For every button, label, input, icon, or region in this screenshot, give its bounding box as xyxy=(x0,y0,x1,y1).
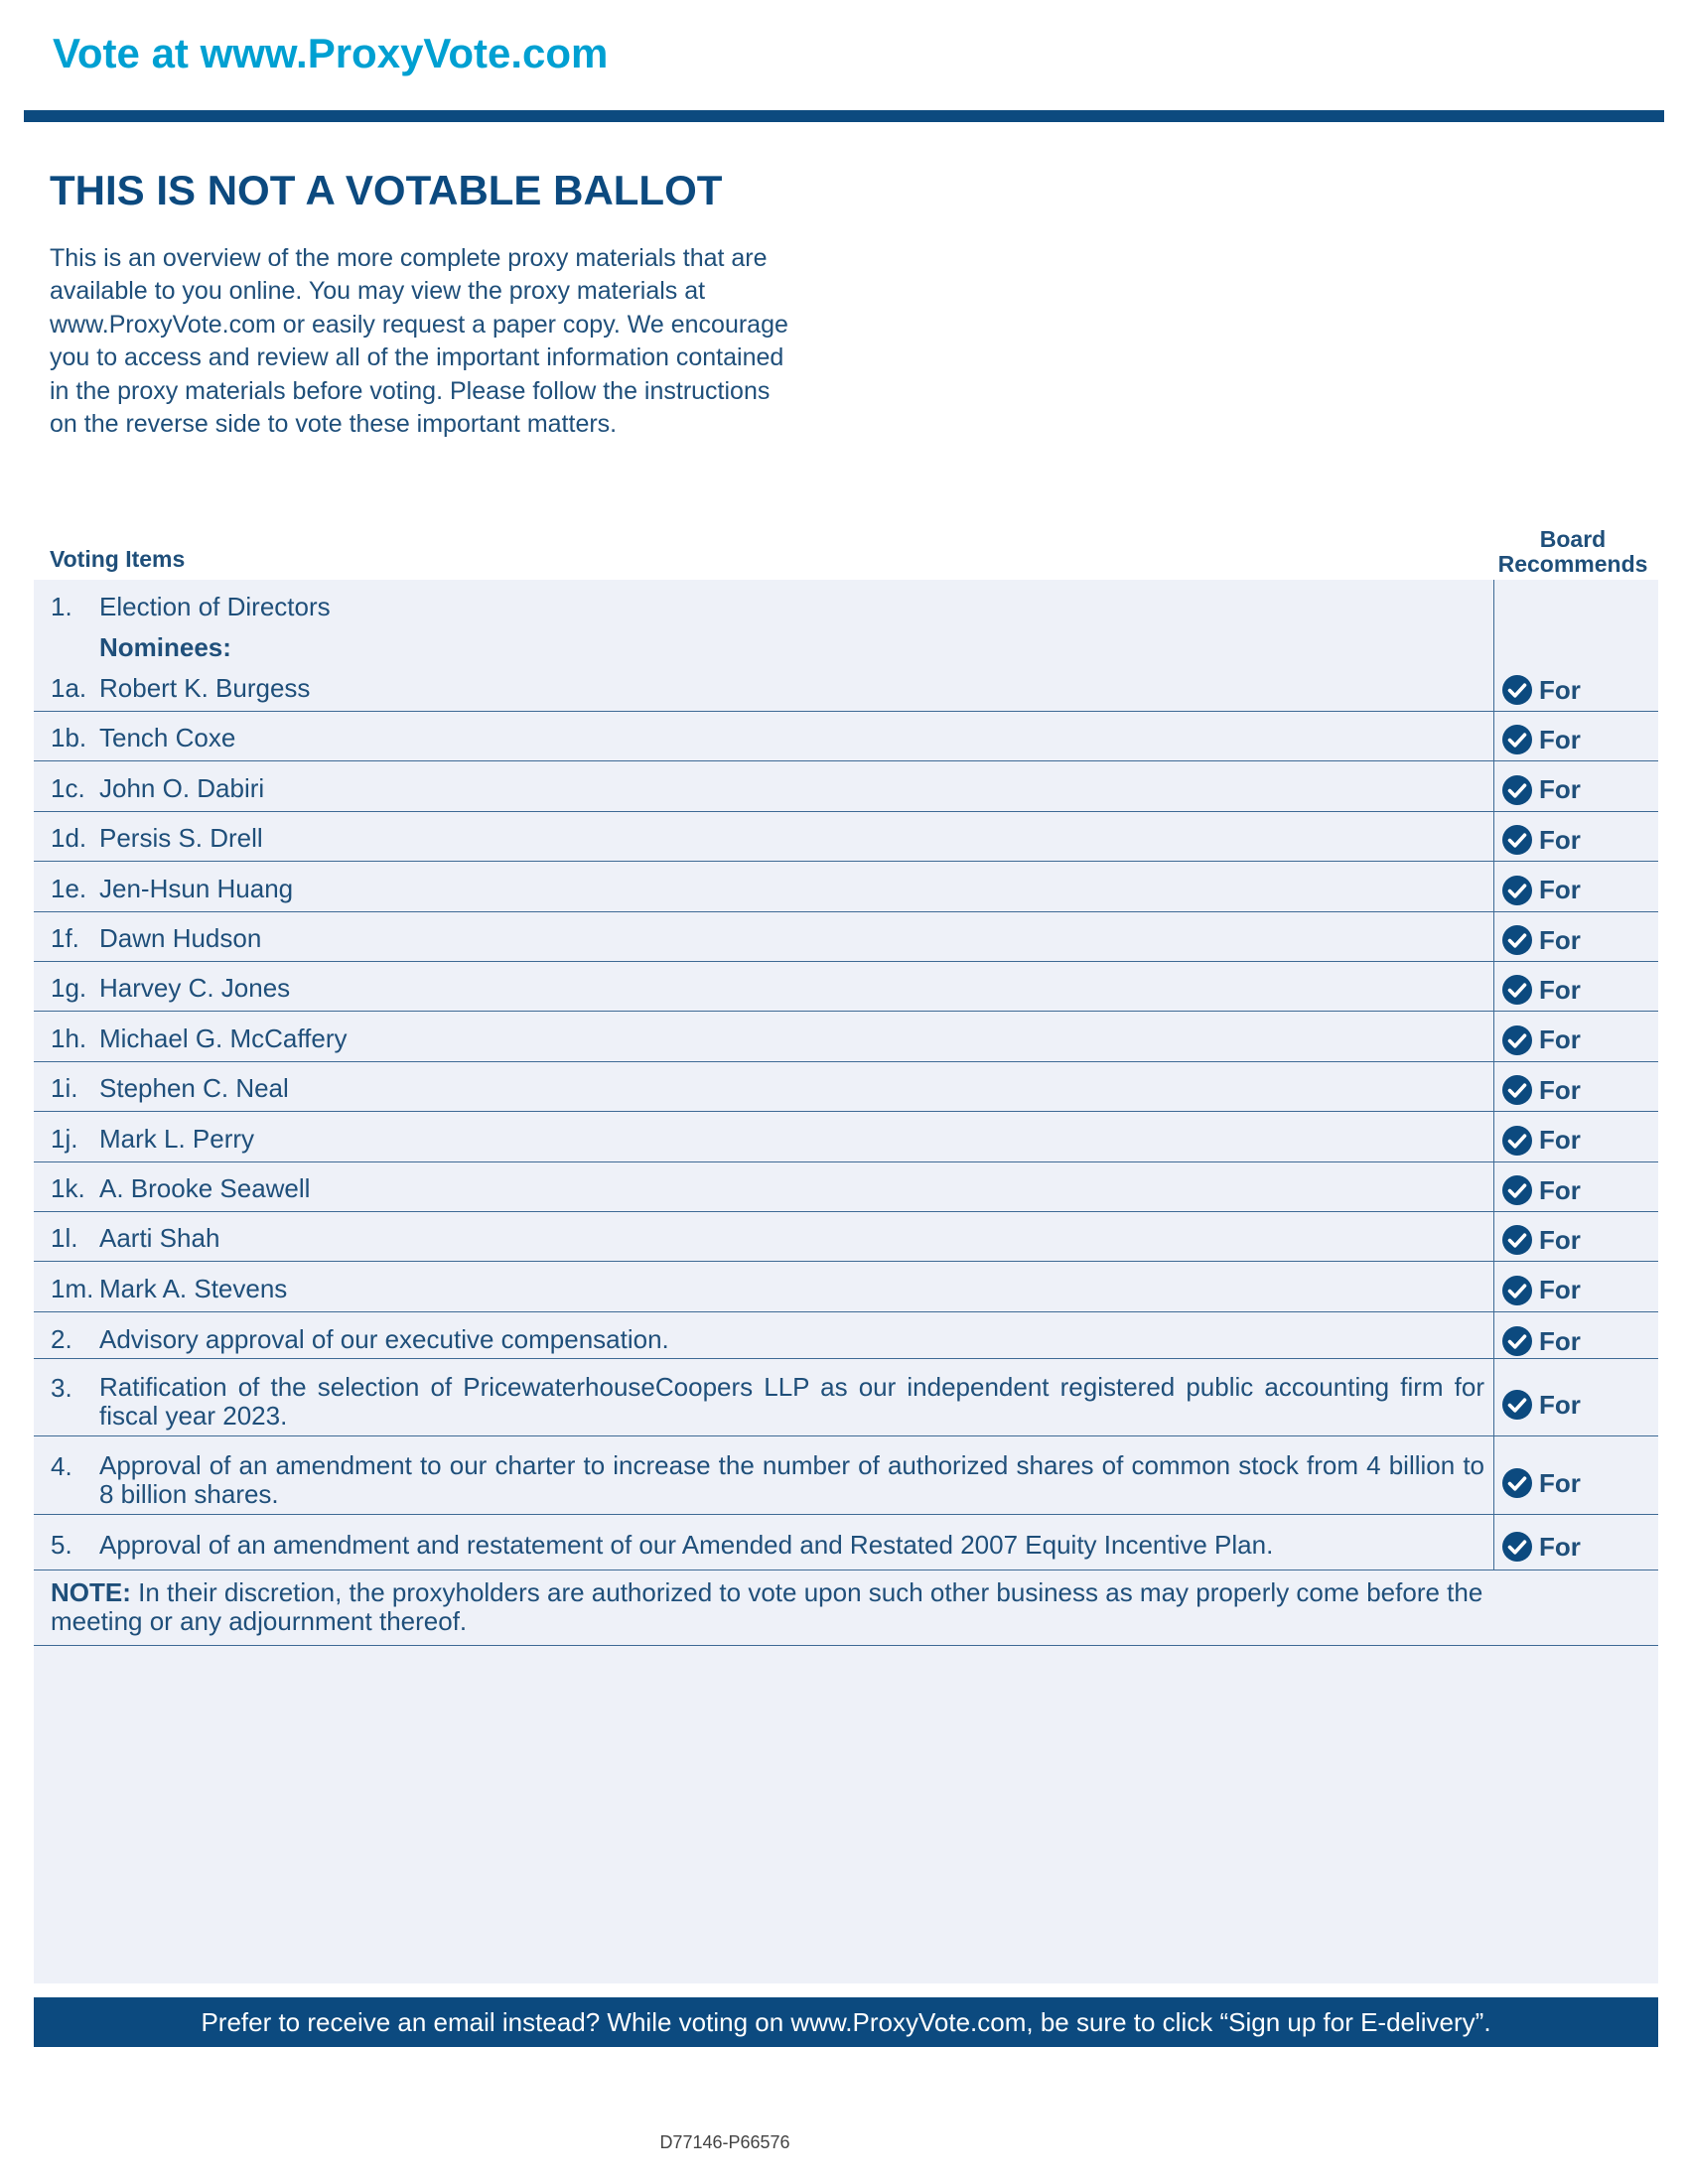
recommendation-label: For xyxy=(1539,1224,1581,1255)
nominee-number: 1l. xyxy=(51,1223,78,1254)
nominee-number: 1e. xyxy=(51,873,87,903)
recommendation-label: For xyxy=(1539,875,1581,905)
nominee-name: Jen-Hsun Huang xyxy=(99,873,294,903)
proposal-text: Advisory approval of our executive compensation. xyxy=(99,1324,669,1354)
recommendation-label: For xyxy=(1539,974,1581,1005)
recommendation-label: For xyxy=(1539,1174,1581,1205)
board-recommendation xyxy=(1501,674,1581,706)
board-recommendation xyxy=(1501,1174,1581,1206)
board-recommendation xyxy=(1501,774,1581,806)
row-divider xyxy=(34,1435,1658,1436)
recommendation-label: For xyxy=(1539,1125,1581,1156)
row-divider xyxy=(34,711,1658,712)
row-divider xyxy=(34,1261,1658,1262)
check-circle-icon xyxy=(1501,724,1533,755)
recommendation-label: For xyxy=(1539,1325,1581,1356)
nominee-name: John O. Dabiri xyxy=(99,772,265,803)
recommendation-label: For xyxy=(1539,924,1581,955)
nominee-name: Mark L. Perry xyxy=(99,1123,255,1154)
check-circle-icon xyxy=(1501,1325,1533,1357)
recommendation-label: For xyxy=(1539,674,1581,705)
recommendation-label: For xyxy=(1539,1467,1581,1498)
note-label: NOTE: xyxy=(51,1577,131,1607)
board-recommendation xyxy=(1501,1224,1581,1256)
row-divider xyxy=(34,1161,1658,1162)
recommendation-label: For xyxy=(1539,774,1581,805)
proposal-number: 2. xyxy=(51,1324,72,1354)
row-divider xyxy=(34,861,1658,862)
nominee-name: Mark A. Stevens xyxy=(99,1273,288,1303)
row-divider xyxy=(34,760,1658,761)
nominee-number: 1h. xyxy=(51,1023,87,1053)
row-divider xyxy=(34,1111,1658,1112)
board-recommendation xyxy=(1501,1467,1581,1499)
nominees-label: Nominees: xyxy=(99,632,231,662)
board-recommendation xyxy=(1501,1125,1581,1157)
board-recommends-header: Board Recommends xyxy=(1497,526,1648,577)
proposal-text: Approval of an amendment and restatement of our Amended and Restated 2007 Equity Incentive Plan. xyxy=(99,1530,1274,1560)
check-circle-icon xyxy=(1501,1531,1533,1563)
nominee-number: 1k. xyxy=(51,1173,85,1203)
edelivery-banner xyxy=(34,1997,1658,2047)
recommendation-label: For xyxy=(1539,724,1581,754)
nominee-name: Stephen C. Neal xyxy=(99,1073,289,1104)
row-divider xyxy=(34,1358,1658,1359)
nominee-number: 1c. xyxy=(51,772,85,803)
recommendation-label: For xyxy=(1539,1024,1581,1055)
board-recommendation xyxy=(1501,875,1581,906)
recommendation-label: For xyxy=(1539,1074,1581,1105)
check-circle-icon xyxy=(1501,824,1533,856)
recommendation-label: For xyxy=(1539,1275,1581,1305)
board-recommendation xyxy=(1501,1024,1581,1056)
nominee-number: 1a. xyxy=(51,673,87,703)
nominee-number: 1d. xyxy=(51,823,87,854)
recommendation-label: For xyxy=(1539,1389,1581,1420)
row-divider xyxy=(34,1311,1658,1312)
board-recommendation xyxy=(1501,1275,1581,1306)
row-divider xyxy=(34,1514,1658,1515)
row-divider xyxy=(34,1645,1658,1646)
check-circle-icon xyxy=(1501,674,1533,706)
board-recommendation xyxy=(1501,724,1581,755)
column-divider xyxy=(1493,580,1494,1570)
proposal-number: 4. xyxy=(51,1451,72,1481)
ballot-title: THIS IS NOT A VOTABLE BALLOT xyxy=(50,167,723,213)
row-divider xyxy=(34,1061,1658,1062)
row-divider xyxy=(34,911,1658,912)
board-recommendation xyxy=(1501,1531,1581,1563)
nominee-number: 1g. xyxy=(51,973,87,1004)
check-circle-icon xyxy=(1501,924,1533,956)
header-rule xyxy=(24,110,1664,122)
nominee-number: 1j. xyxy=(51,1123,78,1154)
note-text: In their discretion, the proxyholders are authorized to vote upon such other business as may properly come before the meeting or any adjournment thereof. xyxy=(51,1577,1483,1636)
nominee-name: Robert K. Burgess xyxy=(99,673,311,703)
row-divider xyxy=(34,1011,1658,1012)
row-divider xyxy=(34,961,1658,962)
board-recommendation xyxy=(1501,1389,1581,1421)
board-recommendation xyxy=(1501,924,1581,956)
check-circle-icon xyxy=(1501,875,1533,906)
edelivery-banner-text: Prefer to receive an email instead? While voting on www.ProxyVote.com, be sure to click “Sign up for E-delivery”. xyxy=(201,2006,1491,2037)
nominee-name: Aarti Shah xyxy=(99,1223,220,1254)
voting-items-header: Voting Items xyxy=(50,546,186,572)
nominee-name: Tench Coxe xyxy=(99,723,236,753)
recommendation-label: For xyxy=(1539,824,1581,855)
proposal-number: 3. xyxy=(51,1373,72,1403)
nominee-name: A. Brooke Seawell xyxy=(99,1173,311,1203)
check-circle-icon xyxy=(1501,1224,1533,1256)
nominee-number: 1m. xyxy=(51,1273,94,1303)
board-recommendation xyxy=(1501,974,1581,1006)
check-circle-icon xyxy=(1501,774,1533,806)
check-circle-icon xyxy=(1501,1467,1533,1499)
row-divider xyxy=(34,811,1658,812)
document-code: D77146-P66576 xyxy=(659,2132,790,2152)
board-recommendation xyxy=(1501,1325,1581,1357)
nominee-name: Persis S. Drell xyxy=(99,823,263,854)
item-text: Election of Directors xyxy=(99,592,331,621)
note-paragraph xyxy=(51,1578,1485,1635)
check-circle-icon xyxy=(1501,974,1533,1006)
header-vote-url: Vote at www.ProxyVote.com xyxy=(53,30,609,76)
check-circle-icon xyxy=(1501,1074,1533,1106)
nominee-number: 1b. xyxy=(51,723,87,753)
check-circle-icon xyxy=(1501,1389,1533,1421)
item-number: 1. xyxy=(51,592,72,621)
nominee-name: Michael G. McCaffery xyxy=(99,1023,348,1053)
proposal-number: 5. xyxy=(51,1530,72,1560)
proposal-text: Ratification of the selection of PricewaterhouseCoopers LLP as our independent registered public accounting firm for fiscal year 2023. xyxy=(99,1372,1484,1431)
check-circle-icon xyxy=(1501,1024,1533,1056)
check-circle-icon xyxy=(1501,1125,1533,1157)
nominee-name: Dawn Hudson xyxy=(99,923,262,953)
intro-paragraph: This is an overview of the more complete proxy materials that are available to you online. You may view the proxy materials at www.ProxyVote.com or easily request a paper copy. We encourage you to access and review all of the important information contained in the proxy materials before voting. Please follow the instructions on the reverse side to vote these important matters. xyxy=(50,244,788,439)
nominee-number: 1i. xyxy=(51,1073,78,1104)
board-recommendation xyxy=(1501,824,1581,856)
check-circle-icon xyxy=(1501,1275,1533,1306)
board-recommendation xyxy=(1501,1074,1581,1106)
check-circle-icon xyxy=(1501,1174,1533,1206)
nominee-number: 1f. xyxy=(51,923,79,953)
row-divider xyxy=(34,1211,1658,1212)
nominee-name: Harvey C. Jones xyxy=(99,973,291,1004)
proposal-text: Approval of an amendment to our charter to increase the number of authorized shares of common stock from 4 billion to 8 billion shares. xyxy=(99,1450,1484,1509)
recommendation-label: For xyxy=(1539,1531,1581,1562)
